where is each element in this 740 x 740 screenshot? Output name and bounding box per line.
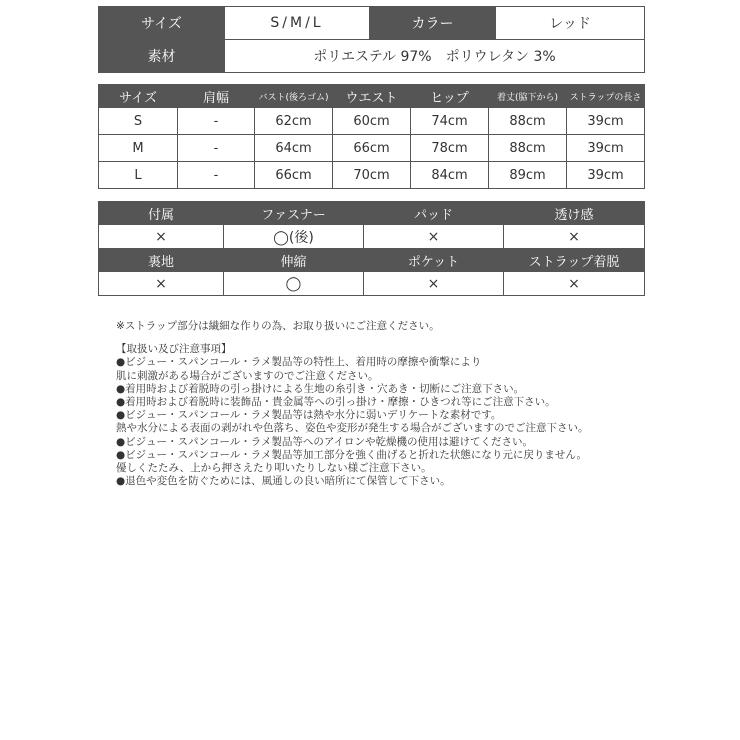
cell: 88cm [489,108,567,135]
header-hip: ヒップ [411,85,489,108]
note-line: 肌に刺激がある場合がございますのでご注意ください。 [116,369,379,382]
size-label: サイズ [99,7,225,40]
header-lining: 裏地 [99,249,224,272]
cell: 89cm [489,162,567,189]
material-value: ポリエステル 97% ポリウレタン 3% [225,40,645,73]
cell: 66cm [255,162,333,189]
header-zipper: ファスナー [224,202,364,225]
cell: 74cm [411,108,489,135]
header-shoulder: 肩幅 [178,85,255,108]
care-notes [116,320,656,488]
cell: 64cm [255,135,333,162]
header-sheerness: 透け感 [504,202,645,225]
header-stretch: 伸縮 [224,249,364,272]
measurement-header-row [99,85,645,108]
material-label: 素材 [99,40,225,73]
cell: 70cm [333,162,411,189]
spec-row-size [99,7,645,40]
header-waist: ウエスト [333,85,411,108]
note-line: 優しくたたみ、上から押さえたり叩いたりしない様ご注意下さい。 [116,462,432,475]
cell: - [178,135,255,162]
color-value: レッド [496,7,645,40]
note-line: ●ビジュー・スパンコール・ラメ製品等の特性上、着用時の摩擦や衝撃により [116,356,482,369]
note-line: ●退色や変色を防ぐためには、風通しの良い暗所にて保管して下さい。 [116,475,451,488]
note-line: ●ビジュー・スパンコール・ラメ製品等は熱や水分に弱いデリケートな素材です。 [116,409,502,422]
value-zipper: ◯(後) [224,225,364,249]
spec-row-material [99,40,645,73]
cell: 84cm [411,162,489,189]
table-row [99,162,645,189]
value-pocket: × [364,272,504,296]
note-line: ●着用時および着脱時に装飾品・貴金属等への引っ掛け・摩擦・ひきつれ等にご注意下さい。 [116,396,556,409]
value-strap-detach: × [504,272,645,296]
size-value: S/M/L [225,7,370,40]
value-sheerness: × [504,225,645,249]
cell: 66cm [333,135,411,162]
spec-table [98,6,645,73]
header-bust: バスト(後ろゴム) [255,85,333,108]
cell: 39cm [567,162,645,189]
header-strap-detach: ストラップ着脱 [504,249,645,272]
cell: - [178,108,255,135]
note-line: ●ビジュー・スパンコール・ラメ製品等加工部分を強く曲げると折れた状態になり元に戻りません。 [116,448,588,461]
note-line: ●ビジュー・スパンコール・ラメ製品等へのアイロンや乾燥機の使用は避けてください。 [116,435,533,448]
cell: L [99,162,178,189]
features-header-row-2 [99,249,645,272]
header-size: サイズ [99,85,178,108]
features-value-row-2 [99,272,645,296]
strap-note: ※ストラップ部分は繊細な作りの為、お取り扱いにご注意ください。 [116,320,440,332]
cell: 39cm [567,135,645,162]
table-row [99,108,645,135]
cell: - [178,162,255,189]
header-pad: パッド [364,202,504,225]
value-pad: × [364,225,504,249]
cell: 78cm [411,135,489,162]
header-length: 着丈(脇下から) [489,85,567,108]
cell: M [99,135,178,162]
cell: 88cm [489,135,567,162]
header-strap-length: ストラップの長さ [567,85,645,108]
note-line: 熱や水分による表面の剥がれや色落ち、姿色や変形が発生する場合がございますのでご注意下さい。 [116,422,589,435]
value-lining: × [99,272,224,296]
header-pocket: ポケット [364,249,504,272]
cell: 39cm [567,108,645,135]
features-value-row-1 [99,225,645,249]
note-line: ●着用時および着脱時の引っ掛けによる生地の糸引き・穴あき・切断にご注意下さい。 [116,382,525,395]
cell: S [99,108,178,135]
table-row [99,135,645,162]
features-header-row-1 [99,202,645,225]
cell: 60cm [333,108,411,135]
value-accessory: × [99,225,224,249]
notes-heading: 【取扱い及び注意事項】 [116,343,232,356]
color-label: カラー [370,7,496,40]
value-stretch: ◯ [224,272,364,296]
features-table [98,201,645,296]
cell: 62cm [255,108,333,135]
header-accessory: 付属 [99,202,224,225]
measurement-table [98,84,645,189]
